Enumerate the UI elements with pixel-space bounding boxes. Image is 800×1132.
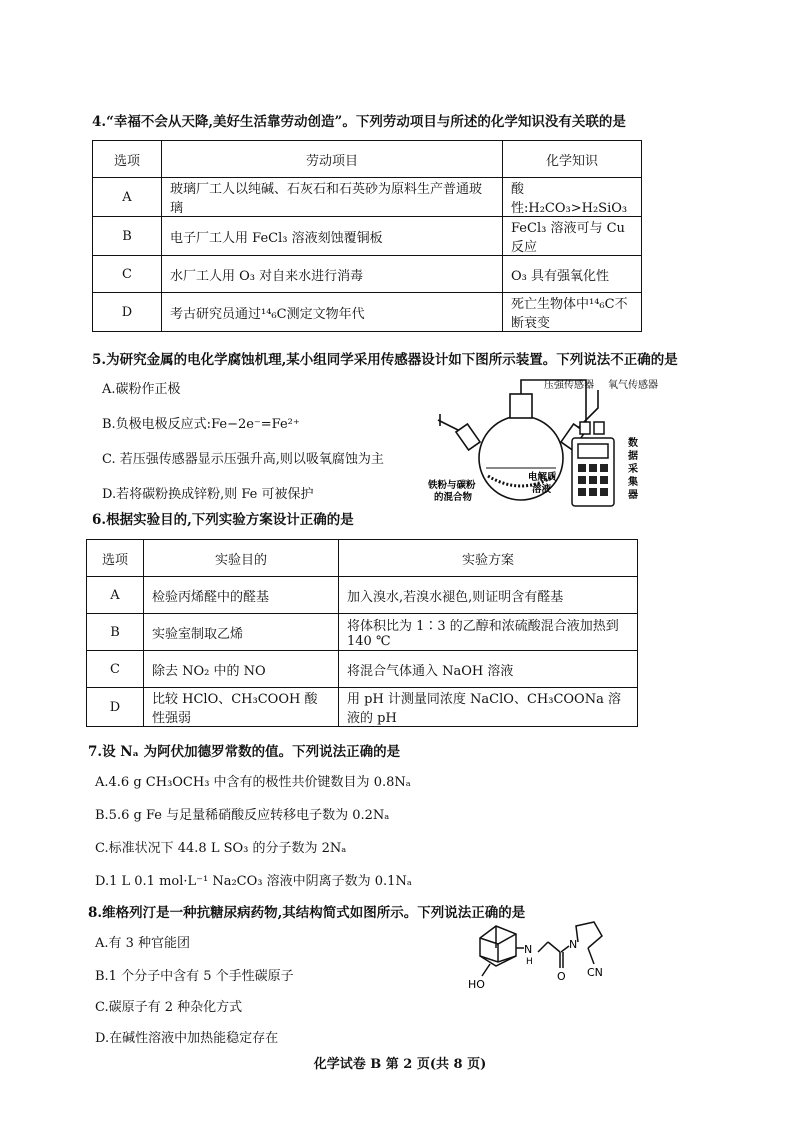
q5-option-d: D.若将碳粉换成锌粉,则 Fe 可被保护 bbox=[102, 487, 314, 502]
q4-task-c: 水厂工人用 O₃ 对自来水进行消毒 bbox=[162, 256, 503, 293]
q6-header-plan: 实验方案 bbox=[339, 540, 638, 577]
q6-table bbox=[86, 539, 638, 727]
table-row bbox=[87, 577, 638, 614]
q4-option-d: D bbox=[93, 293, 162, 332]
q6-option-b: B bbox=[87, 614, 144, 651]
bond-to-oh bbox=[482, 964, 490, 976]
q8-option-b: B.1 个分子中含有 5 个手性碳原子 bbox=[95, 969, 294, 984]
q4-knowledge-c: O₃ 具有强氧化性 bbox=[503, 256, 642, 293]
table-row bbox=[87, 651, 638, 688]
q8-option-a: A.有 3 种官能团 bbox=[95, 936, 191, 951]
data-collector-label-1: 数 bbox=[628, 438, 638, 449]
oxygen-sensor-label: 氧气传感器 bbox=[608, 380, 658, 391]
page-footer: 化学试卷 B 第 2 页(共 8 页) bbox=[313, 1057, 487, 1072]
q4-knowledge-d: 死亡生物体中¹⁴₆C不断衰变 bbox=[503, 293, 642, 332]
data-collector-label-2: 据 bbox=[628, 451, 638, 462]
table-row bbox=[93, 178, 642, 217]
structure-label-ho: HO bbox=[468, 978, 485, 991]
table-row bbox=[93, 256, 642, 293]
table-row bbox=[87, 688, 638, 727]
q4-task-b: 电子厂工人用 FeCl₃ 溶液刻蚀覆铜板 bbox=[162, 217, 503, 256]
q6-option-c: C bbox=[87, 651, 144, 688]
q5-stem: 5.为研究金属的电化学腐蚀机理,某小组同学采用传感器设计如下图所示装置。下列说法不正确的是 bbox=[92, 352, 678, 368]
q6-purpose-d: 比较 HClO、CH₃COOH 酸性强弱 bbox=[144, 688, 339, 727]
table-row bbox=[93, 217, 642, 256]
q6-header-purpose: 实验目的 bbox=[144, 540, 339, 577]
q7-option-c: C.标准状况下 44.8 L SO₃ 的分子数为 2Nₐ bbox=[95, 841, 347, 856]
structure-bonds bbox=[480, 922, 602, 976]
data-collector-label-4: 集 bbox=[628, 477, 638, 488]
q4-task-a: 玻璃厂工人以纯碱、石灰石和石英砂为原料生产普通玻璃 bbox=[162, 178, 503, 217]
q6-purpose-b: 实验室制取乙烯 bbox=[144, 614, 339, 651]
q6-plan-c: 将混合气体通入 NaOH 溶液 bbox=[339, 651, 638, 688]
bond-nh-ch2 bbox=[538, 942, 548, 952]
q5-option-c: C. 若压强传感器显示压强升高,则以吸氧腐蚀为主 bbox=[102, 452, 384, 467]
pressure-sensor-probe bbox=[580, 422, 590, 434]
structure-label-o: O bbox=[557, 970, 566, 983]
oxygen-sensor-probe bbox=[594, 422, 604, 434]
q8-stem: 8.维格列汀是一种抗糖尿病药物,其结构简式如图所示。下列说法正确的是 bbox=[88, 905, 526, 921]
q6-option-a: A bbox=[87, 577, 144, 614]
electrolyte-label-2: 溶液 bbox=[532, 484, 552, 495]
q4-option-b: B bbox=[93, 217, 162, 256]
q7-option-b: B.5.6 g Fe 与足量稀硝酸反应转移电子数为 0.2Nₐ bbox=[95, 808, 390, 823]
q7-option-d: D.1 L 0.1 mol·L⁻¹ Na₂CO₃ 溶液中阴离子数为 0.1Nₐ bbox=[95, 874, 412, 889]
q8-option-d: D.在碱性溶液中加热能稳定存在 bbox=[95, 1031, 279, 1046]
data-collector-label-5: 器 bbox=[628, 490, 638, 501]
flask-center-neck bbox=[510, 394, 532, 418]
q4-task-d: 考古研究员通过¹⁴₆C测定文物年代 bbox=[162, 293, 503, 332]
q6-purpose-a: 检验丙烯醛中的醛基 bbox=[144, 577, 339, 614]
q6-stem: 6.根据实验目的,下列实验方案设计正确的是 bbox=[92, 512, 354, 528]
bond-co-n bbox=[561, 946, 569, 952]
q6-header-row bbox=[87, 540, 638, 577]
q6-plan-d: 用 pH 计测量同浓度 NaClO、CH₃COONa 溶液的 pH bbox=[339, 688, 638, 727]
vildagliptin-structure bbox=[468, 918, 628, 992]
table-row bbox=[93, 293, 642, 332]
q5-option-b: B.负极电极反应式:Fe−2e⁻=Fe²⁺ bbox=[102, 417, 300, 432]
bond-to-cn bbox=[588, 948, 594, 964]
data-collector-screen bbox=[578, 444, 608, 458]
q4-table bbox=[92, 140, 642, 332]
bond-ch2-co bbox=[548, 942, 560, 952]
stopcock-tube bbox=[438, 420, 458, 430]
mixture-label-2: 的混合物 bbox=[434, 492, 473, 503]
q4-stem: 4.“幸福不会从天降,美好生活靠劳动创造”。下列劳动项目与所述的化学知识没有关联的是 bbox=[92, 114, 626, 130]
q4-header-row bbox=[93, 141, 642, 178]
q7-stem: 7.设 Nₐ 为阿伏加德罗常数的值。下列说法正确的是 bbox=[88, 744, 401, 760]
structure-label-cn: CN bbox=[587, 966, 603, 979]
data-collector-label-3: 采 bbox=[628, 464, 638, 475]
structure-label-nh-h: H bbox=[526, 957, 533, 967]
structure-label-n: N bbox=[569, 938, 578, 951]
pressure-sensor-label: 压强传感器 bbox=[544, 380, 594, 391]
q4-option-a: A bbox=[93, 178, 162, 217]
q4-knowledge-a: 酸性:H₂CO₃>H₂SiO₃ bbox=[503, 178, 642, 217]
q6-option-d: D bbox=[87, 688, 144, 727]
q8-option-c: C.碳原子有 2 种杂化方式 bbox=[95, 1000, 243, 1015]
mixture-label-1: 铁粉与碳粉 bbox=[428, 480, 476, 491]
q6-header-option: 选项 bbox=[87, 540, 144, 577]
sensors bbox=[580, 422, 604, 434]
data-collector bbox=[572, 438, 614, 506]
corrosion-apparatus-diagram bbox=[428, 370, 668, 510]
structure-label-nh-n: N bbox=[524, 943, 533, 956]
q6-plan-b: 将体积比为 1∶3 的乙醇和浓硫酸混合液加热到 140 ℃ bbox=[339, 614, 638, 651]
q4-header-option: 选项 bbox=[93, 141, 162, 178]
q6-purpose-c: 除去 NO₂ 中的 NO bbox=[144, 651, 339, 688]
electrolyte-label-1: 电解质 bbox=[528, 472, 557, 483]
q4-option-c: C bbox=[93, 256, 162, 293]
data-collector-keys bbox=[578, 464, 608, 496]
table-row bbox=[87, 614, 638, 651]
q4-header-knowledge: 化学知识 bbox=[503, 141, 642, 178]
q5-option-a: A.碳粉作正极 bbox=[102, 382, 181, 397]
flask-left-neck bbox=[456, 424, 480, 450]
q7-option-a: A.4.6 g CH₃OCH₃ 中含有的极性共价键数目为 0.8Nₐ bbox=[95, 775, 411, 790]
q4-header-task: 劳动项目 bbox=[162, 141, 503, 178]
pyrrolidine-ring bbox=[576, 922, 602, 948]
q6-plan-a: 加入溴水,若溴水褪色,则证明含有醛基 bbox=[339, 577, 638, 614]
q4-knowledge-b: FeCl₃ 溶液可与 Cu 反应 bbox=[503, 217, 642, 256]
